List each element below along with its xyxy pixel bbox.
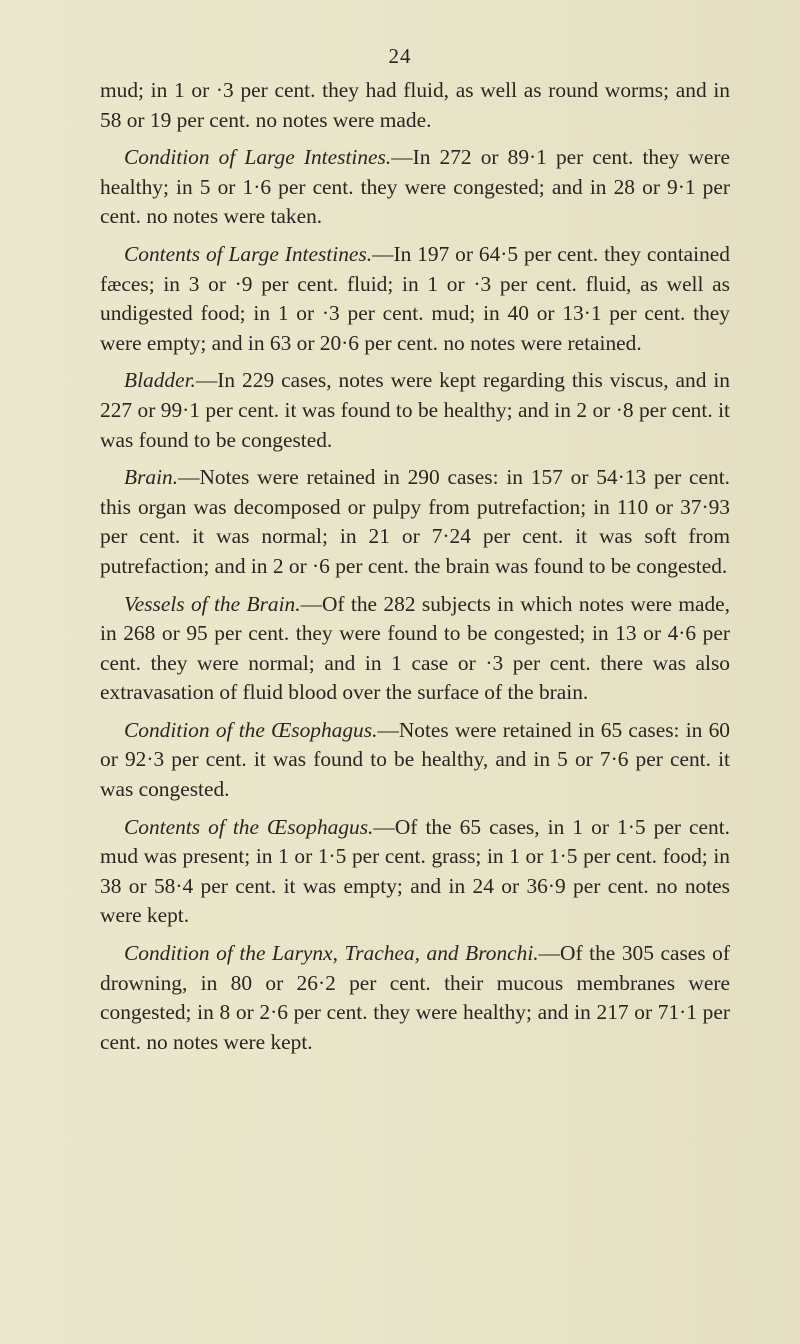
paragraph-condition-large-intestines [100, 143, 730, 232]
paragraph-text: —Notes were retained in 290 cases: in 157 or 54·13 per cent. this organ was decomposed or pulpy from putrefaction; in 110 or 37·93 per cent. it was normal; in 21 or 7·24 per cent. it was soft from putrefaction; and in 2 or ·6 per cent. the brain was found to be congested. [100, 465, 730, 578]
paragraph-intestine-continuation [100, 76, 730, 135]
paragraph-bladder [100, 366, 730, 455]
paragraph-larynx-trachea-bronchi [100, 939, 730, 1057]
paragraph-text: —Of the 305 cases of drowning, in 80 or 26·2 per cent. their mucous membranes were congested; in 8 or 2·6 per cent. they were healthy; and in 217 or 71·1 per cent. no notes were kept. [100, 941, 730, 1054]
paragraph-text: —In 272 or 89·1 per cent. they were healthy; in 5 or 1·6 per cent. they were congested; and in 28 or 9·1 per cent. no notes were taken. [100, 145, 730, 229]
paragraph-heading: Vessels of the Brain. [124, 591, 301, 616]
paragraph-text: —Of the 65 cases, in 1 or 1·5 per cent. mud was present; in 1 or 1·5 per cent. grass; in 1 or 1·5 per cent. food; in 38 or 58·4 per cent. it was empty; and in 24 or 36·9 per cent. no notes were kept. [100, 814, 731, 928]
paragraph-text: —In 229 cases, notes were kept regarding this viscus, and in 227 or 99·1 per cent. it was found to be healthy; and in 2 or ·8 per cent. it was found to be congested. [100, 368, 730, 452]
paragraph-text: —Of the 282 subjects in which notes were made, in 268 or 95 per cent. they were found to be congested; in 13 or 4·6 per cent. they were normal; and in 1 case or ·3 per cent. there was also extravasation of fluid blood over the surface of the brain. [100, 591, 730, 705]
paragraph-heading: Contents of the Œsophagus. [124, 814, 374, 839]
paragraph-brain [100, 463, 730, 581]
paragraph-heading: Condition of Large Intestines. [124, 145, 392, 170]
paragraph-condition-oesophagus [100, 716, 730, 805]
paragraph-heading: Condition of the Larynx, Trachea, and Bronchi. [124, 941, 539, 966]
paragraph-text: mud; in 1 or ·3 per cent. they had fluid, as well as round worms; and in 58 or 19 per cent. no notes were made. [100, 78, 730, 132]
paragraph-text: —Notes were retained in 65 cases: in 60 or 92·3 per cent. it was found to be healthy, and in 5 or 7·6 per cent. it was congested. [100, 717, 730, 802]
paragraph-contents-large-intestines [100, 240, 730, 358]
paragraph-text: —In 197 or 64·5 per cent. they contained fæces; in 3 or ·9 per cent. fluid; in 1 or ·3 per cent. fluid, as well as undigested food; in 1 or ·3 per cent. mud; in 40 or 13·1 per cent. they were empty; and in 63 or 20·6 per cent. no notes were retained. [100, 241, 730, 355]
body-text [100, 76, 730, 1065]
paragraph-heading: Condition of the Œsophagus. [124, 717, 378, 742]
paragraph-contents-oesophagus [100, 813, 730, 931]
paragraph-heading: Contents of Large Intestines. [124, 241, 373, 266]
page-number: 24 [388, 44, 412, 68]
paragraph-vessels-of-brain [100, 590, 730, 708]
paragraph-heading: Brain. [124, 465, 179, 490]
paragraph-heading: Bladder. [124, 368, 196, 393]
